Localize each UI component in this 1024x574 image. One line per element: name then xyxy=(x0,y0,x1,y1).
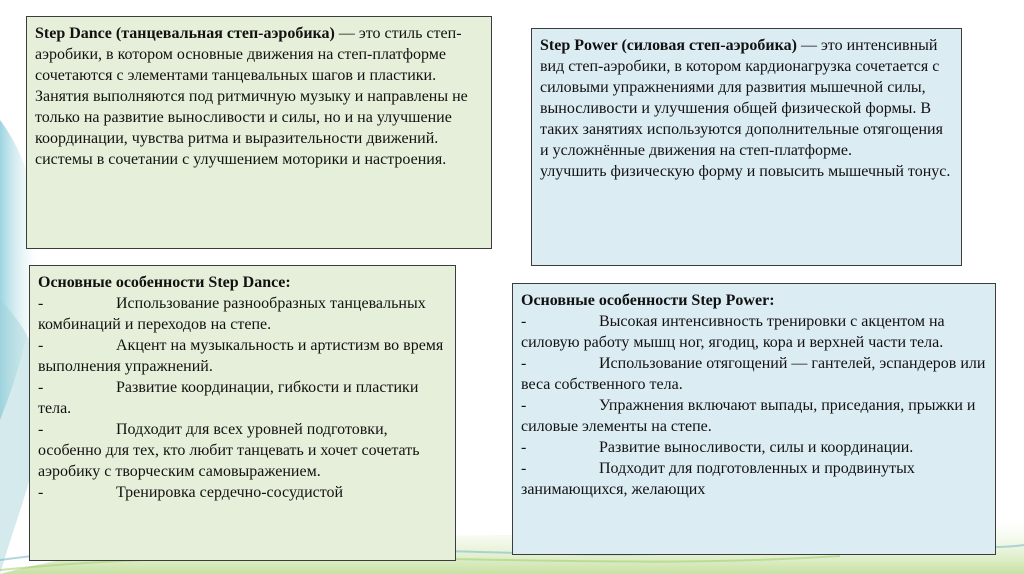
step-dance-definition-extra: системы в сочетании с улучшением моторики и настроения. xyxy=(35,151,447,168)
list-item-text: Тренировка сердечно-сосудистой xyxy=(116,484,344,501)
list-item-text: Высокая интенсивность тренировки с акцентом на силовую работу мышц ног, ягодиц, кора и верхней части тела. xyxy=(521,313,945,351)
list-item-text: Акцент на музыкальность и артистизм во время выполнения упражнений. xyxy=(38,337,444,375)
list-item xyxy=(521,395,987,437)
step-dance-definition-box xyxy=(26,16,492,249)
step-power-features-title: Основные особенности Step Power: xyxy=(521,292,775,309)
list-item xyxy=(521,458,987,500)
step-power-term: Step Power (силовая степ-аэробика) xyxy=(540,37,797,54)
bullet-dash: - xyxy=(38,295,44,312)
step-dance-features-title: Основные особенности Step Dance: xyxy=(38,274,291,291)
step-power-definition-text: — это интенсивный вид степ-аэробики, в котором кардионагрузка сочетается с силовыми упражнениями для развития мышечной силы, выносливости и улучшения общей физической формы. В таких занятиях используются дополнительные отягощения и усложнённые движения на степ-платформе. xyxy=(540,37,943,159)
bullet-dash: - xyxy=(38,484,44,501)
step-power-definition xyxy=(540,35,953,161)
step-dance-features-box xyxy=(29,265,456,561)
list-item xyxy=(38,419,447,482)
bullet-dash: - xyxy=(521,397,527,414)
step-power-definition-box xyxy=(531,28,962,266)
list-item xyxy=(38,482,447,503)
bullet-dash: - xyxy=(521,460,527,477)
bullet-dash: - xyxy=(38,337,44,354)
step-dance-term: Step Dance (танцевальная степ-аэробика) xyxy=(35,25,335,42)
list-item-text: Подходит для подготовленных и продвинутых занимающихся, желающих xyxy=(521,460,915,498)
bullet-dash: - xyxy=(38,421,44,438)
list-item-text: Подходит для всех уровней подготовки, особенно для тех, кто любит танцевать и хочет сочетать аэробику с творческим самовыражением. xyxy=(38,421,420,480)
list-item-text: Развитие выносливости, силы и координации. xyxy=(599,439,914,456)
bullet-dash: - xyxy=(521,355,527,372)
list-item xyxy=(521,353,987,395)
list-item-text: Развитие координации, гибкости и пластики тела. xyxy=(38,379,419,417)
list-item xyxy=(38,293,447,335)
bullet-dash: - xyxy=(521,313,527,330)
step-dance-definition xyxy=(35,23,483,149)
step-power-features-box xyxy=(512,283,996,555)
step-power-definition-extra: улучшить физическую форму и повысить мышечный тонус. xyxy=(540,163,951,180)
list-item xyxy=(521,311,987,353)
list-item xyxy=(38,377,447,419)
list-item-text: Упражнения включают выпады, приседания, прыжки и силовые элементы на степе. xyxy=(521,397,976,435)
bullet-dash: - xyxy=(521,439,527,456)
list-item-text: Использование разнообразных танцевальных комбинаций и переходов на степе. xyxy=(38,295,426,333)
list-item-text: Использование отягощений — гантелей, эспандеров или веса собственного тела. xyxy=(521,355,986,393)
list-item xyxy=(521,437,987,458)
list-item xyxy=(38,335,447,377)
bullet-dash: - xyxy=(38,379,44,396)
step-dance-definition-text: — это стиль степ-аэробики, в котором основные движения на степ-платформе сочетаются с элементами танцевальных шагов и пластики. Занятия выполняются под ритмичную музыку и направлены не только на развитие выносливости и силы, но и на улучшение координации, чувства ритма и выразительности движений. xyxy=(35,25,468,147)
